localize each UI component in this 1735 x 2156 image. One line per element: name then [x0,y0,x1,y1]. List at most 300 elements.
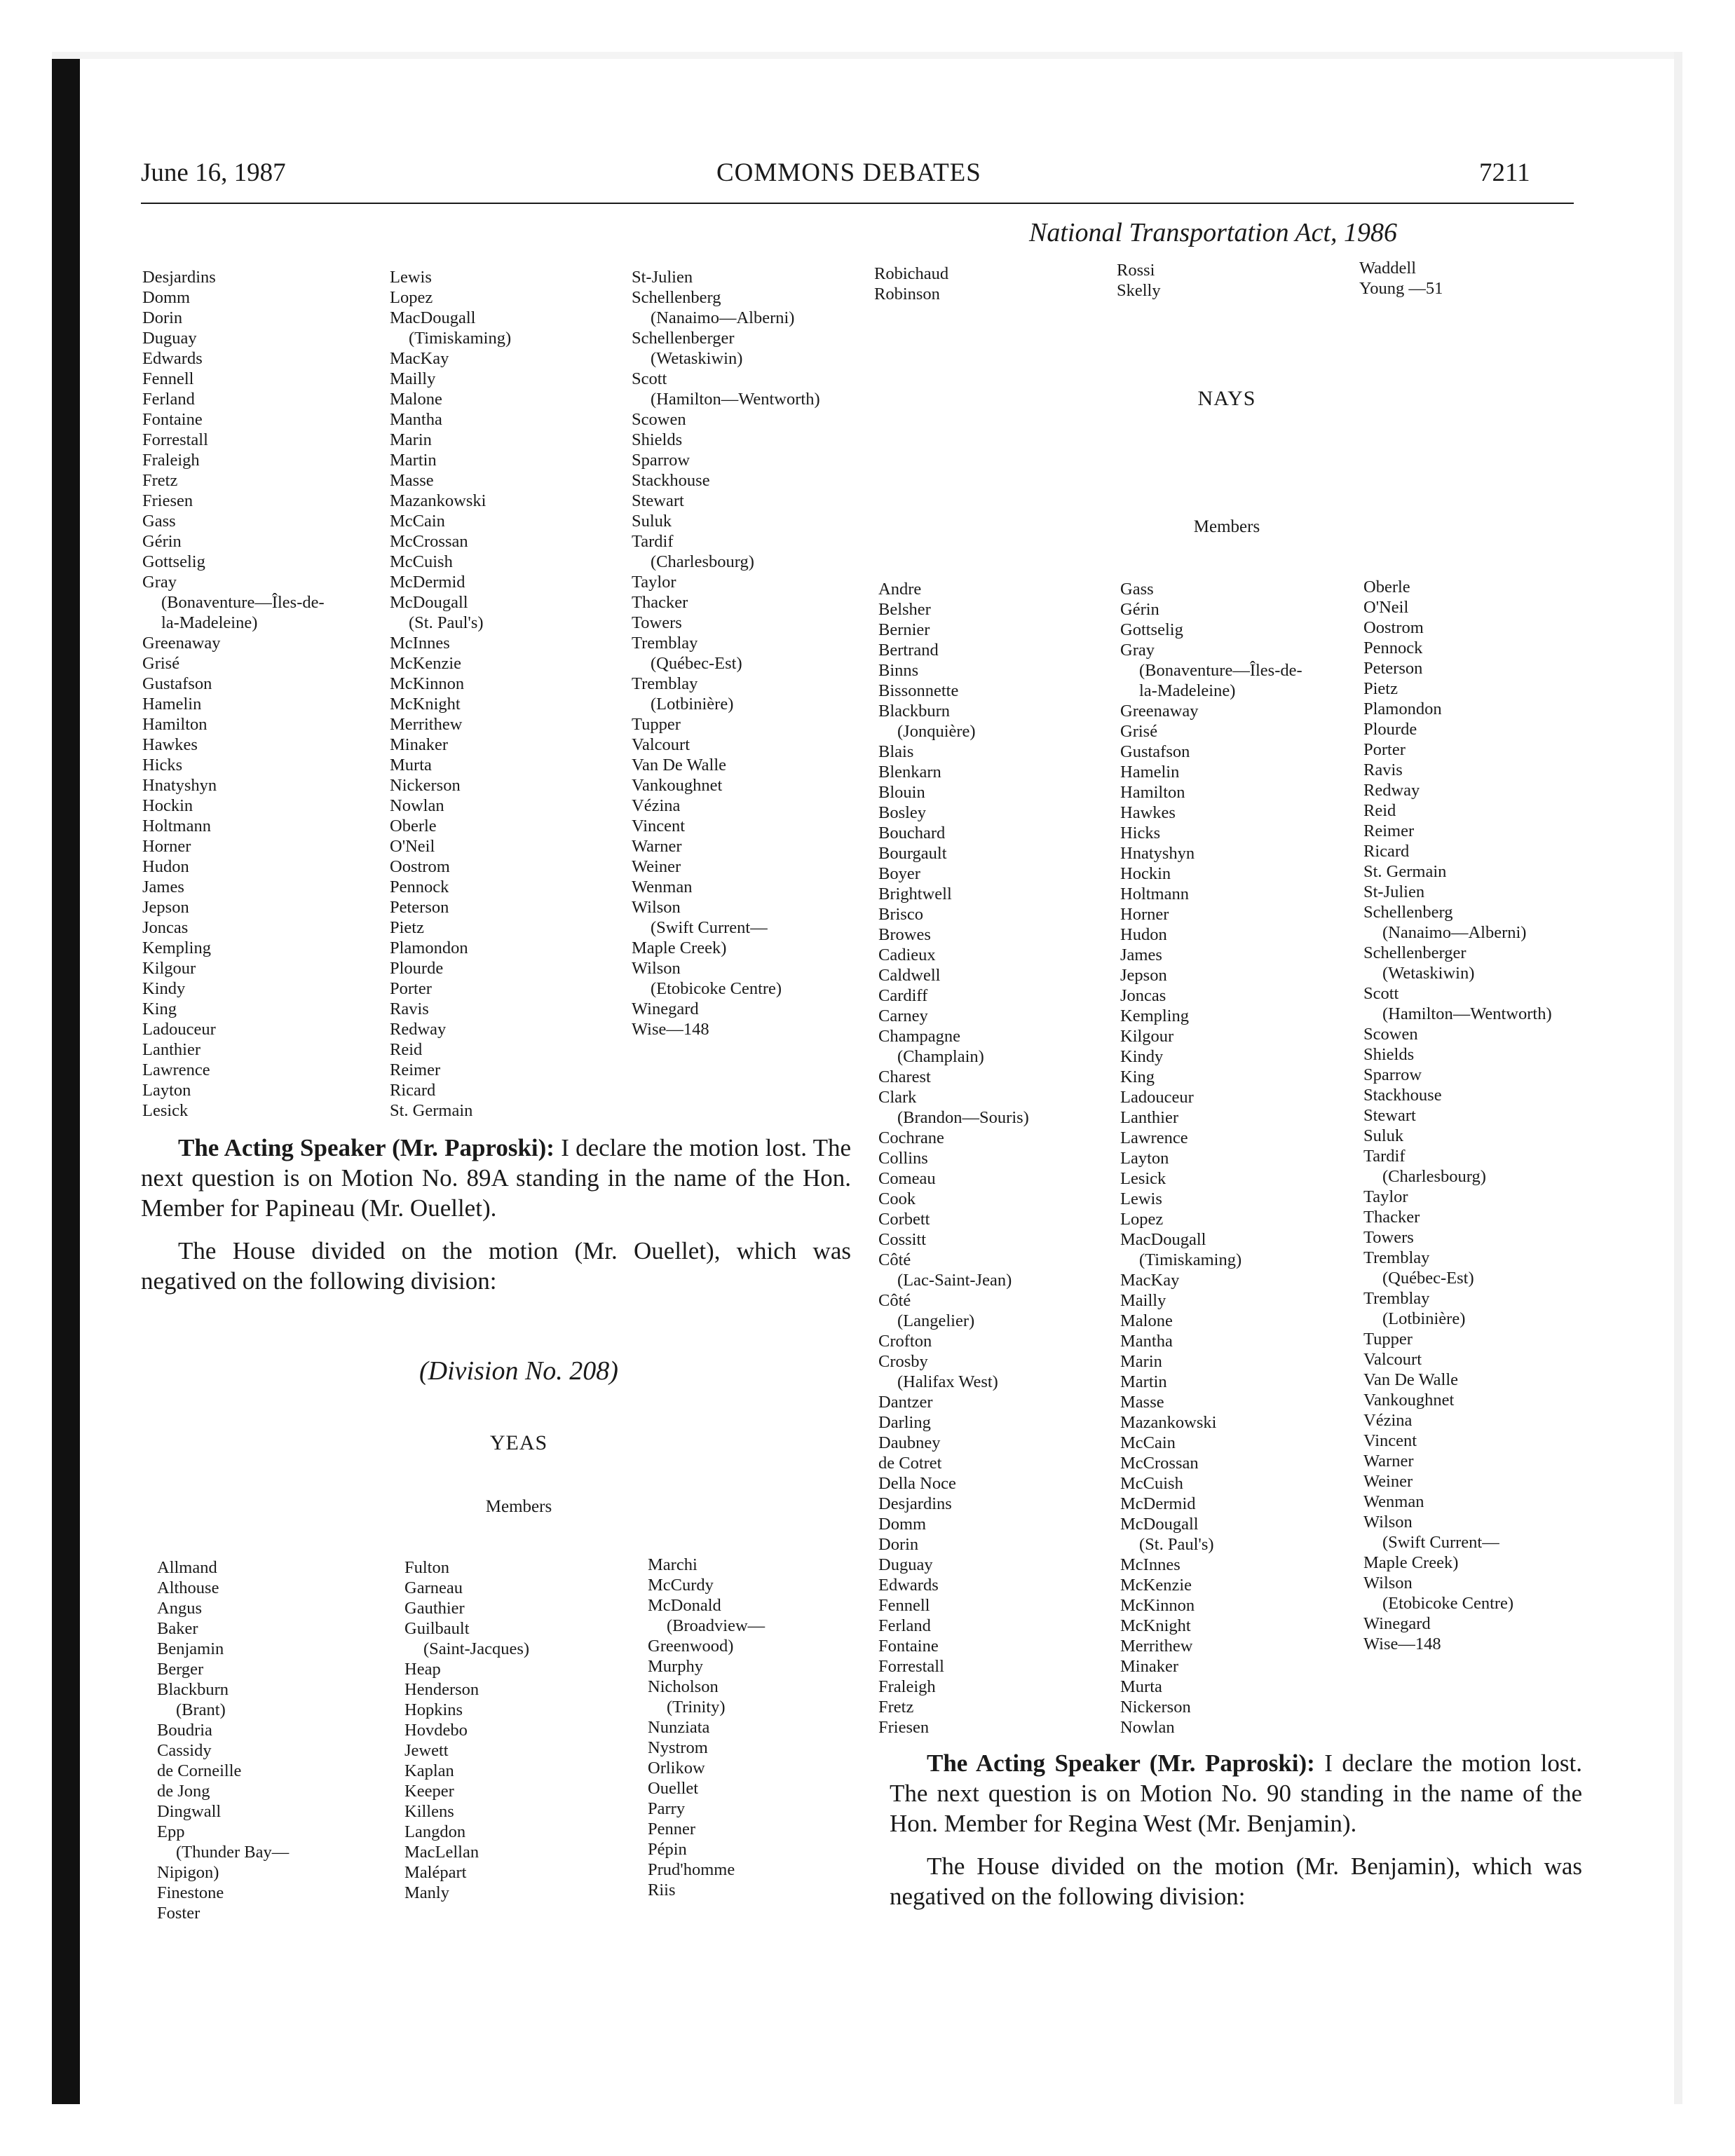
member-name: (Etobicoke Centre) [1382,1594,1514,1613]
member-name: de Corneille [157,1761,242,1780]
member-name: Ouellet [648,1779,699,1798]
member-name: Porter [1363,740,1406,759]
member-name: Crosby [878,1352,928,1371]
member-name: Friesen [878,1718,930,1737]
member-name: Malone [1120,1311,1173,1330]
member-name: Andre [878,580,922,599]
member-name: Ferland [142,390,195,409]
member-name: McKnight [390,695,461,714]
member-name: (Swift Current— [1382,1533,1499,1552]
member-name: McDougall [1120,1515,1199,1534]
member-name: Vincent [632,817,686,835]
member-name: Gauthier [404,1599,465,1618]
member-name: Sparrow [632,451,690,470]
member-name: Jewett [404,1741,449,1760]
member-name: Edwards [878,1576,939,1595]
member-name: Tardif [632,532,674,551]
member-name: Robichaud [874,264,949,283]
member-name: Murphy [648,1657,703,1676]
member-name: Gass [1120,580,1154,599]
member-name: O'Neil [1363,598,1409,617]
member-name: Cadieux [878,946,936,964]
yeas-207-column-4 [874,264,948,304]
member-name: (Halifax West) [897,1372,998,1391]
member-name: Tremblay [632,634,698,653]
member-name: Blouin [878,783,925,802]
member-name: Hockin [142,796,193,815]
member-name: O'Neil [390,837,435,856]
member-name: Kaplan [404,1761,454,1780]
member-name: Hopkins [404,1700,463,1719]
member-name: (Timiskaming) [409,329,512,348]
member-name: Ricard [1363,842,1410,861]
member-name: Van De Walle [1363,1370,1459,1389]
member-name: St. Germain [390,1101,473,1120]
member-name: (St. Paul's) [409,613,484,632]
member-name: Schellenberg [1363,903,1453,922]
nays-column-1 [878,579,1029,1738]
member-name: Killens [404,1802,454,1821]
member-name: (Nanaimo—Alberni) [651,308,795,327]
member-name: Stewart [1363,1106,1416,1125]
member-name: Malépart [404,1863,467,1882]
member-name: la-Madeleine) [161,613,258,632]
member-name: McKinnon [1120,1596,1195,1615]
member-name: Nipigon) [157,1863,219,1882]
member-name: MacDougall [390,308,476,327]
member-name: Cardiff [878,986,928,1005]
member-name: Riis [648,1881,676,1899]
member-name: MacKay [1120,1271,1180,1290]
member-name: (Lotbinière) [1382,1309,1466,1328]
member-name: McCain [390,512,445,531]
member-name: Oberle [1363,578,1410,596]
member-name: McCrossan [390,532,468,551]
member-name: Thacker [632,593,688,612]
member-name: Layton [1120,1149,1169,1168]
member-name: (Etobicoke Centre) [651,979,782,998]
member-name: Winegard [632,999,699,1018]
member-name: Scott [1363,984,1399,1003]
member-name: Hamelin [142,695,202,714]
paragraph-text: I declare the motion lost. The next question is on Motion No. 89A standing in the name of the Hon. Member for Papineau (Mr. Ouellet). [141,1134,851,1222]
member-name: Baker [157,1619,198,1638]
paragraph-text: The House divided on the motion (Mr. Benjamin), which was negatived on the following division: [890,1853,1582,1910]
member-name: (Bonaventure—Îles-de- [1139,661,1302,680]
member-name: Weiner [632,857,681,876]
member-name: McDermid [390,573,465,592]
header-rule [141,203,1574,204]
member-name: Keeper [404,1782,454,1801]
member-name: King [142,999,177,1018]
member-name: Oostrom [390,857,450,876]
member-name: Tupper [632,715,681,734]
member-name: Schellenberger [632,329,735,348]
member-name: Caldwell [878,966,941,985]
member-name: Edwards [142,349,203,368]
yeas-207-column-5 [1117,260,1161,301]
member-name: Marin [1120,1352,1162,1371]
member-name: Domm [142,288,191,307]
member-name: Mantha [1120,1332,1173,1351]
member-name: Garneau [404,1578,463,1597]
member-name: Bourgault [878,844,947,863]
member-name: McDermid [1120,1494,1196,1513]
member-name: de Jong [157,1782,210,1801]
member-name: Reid [390,1040,423,1059]
member-name: Brisco [878,905,923,924]
member-name: Bosley [878,803,927,822]
member-name: Minaker [390,735,448,754]
member-name: Weiner [1363,1472,1413,1491]
yeas-208-column-3 [648,1555,765,1900]
member-name: Lewis [390,268,432,287]
member-name: Stewart [632,491,684,510]
member-name: Lanthier [1120,1108,1178,1127]
member-name: Browes [878,925,931,944]
member-name: St-Julien [1363,882,1425,901]
member-name: Lawrence [142,1060,210,1079]
member-name: Parry [648,1799,686,1818]
member-name: Tremblay [1363,1289,1430,1308]
member-name: Lawrence [1120,1128,1188,1147]
member-name: Gustafson [142,674,212,693]
member-name: Maple Creek) [632,939,727,957]
member-name: Merrithew [1120,1637,1193,1656]
yeas-208-column-2 [404,1557,529,1903]
member-name: Ravis [390,999,429,1018]
member-name: Boyer [878,864,920,883]
member-name: (Wetaskiwin) [1382,964,1475,983]
member-name: Gottselig [1120,620,1183,639]
member-name: Kilgour [1120,1027,1174,1046]
member-name: Dorin [142,308,183,327]
member-name: Plourde [1363,720,1417,739]
member-name: Jepson [1120,966,1167,985]
yeas-207-column-6 [1359,258,1443,299]
member-name: Grisé [142,654,180,673]
member-name: (Saint-Jacques) [423,1639,530,1658]
member-name: Mailly [390,369,436,388]
running-title: National Transportation Act, 1986 [1029,218,1398,247]
member-name: Duguay [142,329,197,348]
member-name: Horner [1120,905,1169,924]
member-name: Cossitt [878,1230,927,1249]
member-name: Jepson [142,898,189,917]
member-name: Berger [157,1660,204,1679]
member-name: Hockin [1120,864,1171,883]
member-name: Masse [1120,1393,1164,1412]
member-name: Greenwood) [648,1637,734,1656]
member-name: McKenzie [390,654,462,673]
member-name: (Lac-Saint-Jean) [897,1271,1012,1290]
member-name: Skelly [1117,281,1161,300]
member-name: Warner [632,837,682,856]
member-name: Shields [632,430,683,449]
member-name: Nowlan [390,796,444,815]
member-name: Desjardins [878,1494,952,1513]
member-name: Reid [1363,801,1396,820]
member-name: Martin [1120,1372,1167,1391]
member-name: Warner [1363,1452,1414,1471]
speaker-paragraph-1 [141,1133,851,1223]
member-name: Wise—148 [1363,1635,1441,1653]
member-name: Fulton [404,1558,449,1577]
member-name: St-Julien [632,268,693,287]
member-name: Murta [1120,1677,1162,1696]
division-paragraph-1 [141,1236,851,1296]
member-name: (Champlain) [897,1047,984,1066]
member-name: McCurdy [648,1576,714,1595]
member-name: Nunziata [648,1718,710,1737]
member-name: Robinson [874,285,940,303]
member-name: (Broadview— [667,1616,766,1635]
member-name: (Bonaventure—Îles-de- [161,593,325,612]
member-name: Gray [1120,641,1155,660]
member-name: Reimer [1363,821,1415,840]
member-name: Duguay [878,1555,933,1574]
member-name: de Cotret [878,1454,942,1473]
member-name: Porter [390,979,432,998]
member-name: Hnatyshyn [142,776,217,795]
member-name: Hamilton [1120,783,1185,802]
member-name: Nystrom [648,1738,708,1757]
member-name: McInnes [1120,1555,1181,1574]
member-name: Pennock [390,878,449,896]
member-name: Rossi [1117,261,1155,280]
member-name: Ferland [878,1616,931,1635]
division-208-heading: (Division No. 208) [419,1356,618,1386]
yeas-208-column-1 [157,1557,289,1923]
scan-right-edge [1674,52,1682,2104]
member-name: Kempling [142,939,211,957]
nays-members-subheading: Members [1193,517,1260,536]
member-name: (Thunder Bay— [176,1843,290,1862]
nays-heading: NAYS [1197,387,1256,410]
member-name: Thacker [1363,1208,1420,1227]
member-name: Tremblay [632,674,698,693]
member-name: St. Germain [1363,862,1447,881]
member-name: Dantzer [878,1393,933,1412]
member-name: Comeau [878,1169,936,1188]
member-name: Hudon [1120,925,1167,944]
member-name: Kilgour [142,959,196,978]
member-name: (Hamilton—Wentworth) [1382,1004,1552,1023]
member-name: Champagne [878,1027,961,1046]
member-name: Nicholson [648,1677,719,1696]
member-name: Wenman [632,878,693,896]
member-name: Valcourt [1363,1350,1422,1369]
member-name: Forrestall [878,1657,944,1676]
member-name: McCuish [390,552,453,571]
member-name: Winegard [1363,1614,1431,1633]
member-name: Cochrane [878,1128,944,1147]
member-name: Maple Creek) [1363,1553,1459,1572]
member-name: Binns [878,661,919,680]
member-name: Boudria [157,1721,212,1740]
member-name: Vankoughnet [1363,1391,1455,1410]
member-name: Bertrand [878,641,939,660]
member-name: Epp [157,1822,185,1841]
member-name: Allmand [157,1558,217,1577]
member-name: McDougall [390,593,468,612]
member-name: Hudon [142,857,189,876]
member-name: Prud'homme [648,1860,735,1879]
member-name: Pietz [390,918,424,937]
member-name: la-Madeleine) [1139,681,1236,700]
nays-column-3 [1363,577,1552,1654]
member-name: Carney [878,1007,928,1025]
member-name: Orlikow [648,1759,705,1778]
member-name: Grisé [1120,722,1158,741]
member-name: Peterson [390,898,449,917]
member-name: Scowen [632,410,686,429]
member-name: Tardif [1363,1147,1406,1166]
member-name: (Nanaimo—Alberni) [1382,923,1527,942]
member-name: Scott [632,369,667,388]
member-name: Martin [390,451,437,470]
speaker-name: The Acting Speaker (Mr. Paproski): [927,1749,1315,1777]
member-name: Mazankowski [390,491,487,510]
header-page-number: 7211 [1479,158,1530,187]
member-name: Brightwell [878,885,952,903]
member-name: Kindy [1120,1047,1164,1066]
member-name: Blenkarn [878,763,941,782]
member-name: Fretz [142,471,178,490]
member-name: Henderson [404,1680,479,1699]
member-name: Ravis [1363,760,1403,779]
member-name: Joncas [142,918,189,937]
member-name: Merrithew [390,715,463,734]
member-name: Daubney [878,1433,941,1452]
member-name: Corbett [878,1210,930,1229]
member-name: Joncas [1120,986,1166,1005]
member-name: MacKay [390,349,449,368]
member-name: Pietz [1363,679,1398,698]
member-name: Benjamin [157,1639,224,1658]
member-name: Nickerson [390,776,461,795]
member-name: MacLellan [404,1843,479,1862]
member-name: Angus [157,1599,202,1618]
member-name: Fontaine [878,1637,939,1656]
member-name: Côté [878,1291,911,1310]
member-name: Layton [142,1081,191,1100]
member-name: Lesick [142,1101,189,1120]
member-name: Bouchard [878,824,946,842]
member-name: Manly [404,1883,449,1902]
member-name: (Trinity) [667,1698,726,1717]
member-name: James [1120,946,1162,964]
member-name: McInnes [390,634,450,653]
member-name: (Jonquière) [897,722,976,741]
member-name: Althouse [157,1578,219,1597]
member-name: Lewis [1120,1189,1162,1208]
member-name: Gass [142,512,176,531]
member-name: Hnatyshyn [1120,844,1195,863]
paragraph-text: The House divided on the motion (Mr. Ouellet), which was negatived on the following division: [141,1237,851,1295]
member-name: Horner [142,837,191,856]
member-name: Marin [390,430,432,449]
member-name: Gray [142,573,177,592]
member-name: Oostrom [1363,618,1424,637]
member-name: McKenzie [1120,1576,1192,1595]
member-name: Plamondon [1363,700,1442,718]
member-name: Hicks [142,756,183,775]
member-name: Towers [1363,1228,1414,1247]
member-name: Murta [390,756,432,775]
member-name: Reimer [390,1060,441,1079]
member-name: Scowen [1363,1025,1418,1044]
member-name: Langdon [404,1822,466,1841]
member-name: Della Noce [878,1474,956,1493]
member-name: Mazankowski [1120,1413,1217,1432]
member-name: (Hamilton—Wentworth) [651,390,820,409]
member-name: Stackhouse [1363,1086,1442,1105]
member-name: (Brandon—Souris) [897,1108,1029,1127]
member-name: Vankoughnet [632,776,723,795]
member-name: Redway [1363,781,1420,800]
member-name: (Langelier) [897,1311,975,1330]
member-name: Valcourt [632,735,690,754]
member-name: Gottselig [142,552,205,571]
yeas-207-column-2 [390,267,511,1121]
member-name: (Québec-Est) [1382,1269,1474,1288]
member-name: Taylor [1363,1187,1408,1206]
member-name: Hawkes [142,735,198,754]
member-name: Waddell [1359,259,1417,278]
member-name: Kindy [142,979,186,998]
member-name: James [142,878,184,896]
member-name: Wilson [1363,1574,1413,1592]
member-name: Fraleigh [878,1677,936,1696]
member-name: Young —51 [1359,279,1443,298]
member-name: Penner [648,1820,696,1838]
member-name: (Timiskaming) [1139,1250,1242,1269]
member-name: Greenaway [1120,702,1199,721]
member-name: Sparrow [1363,1065,1422,1084]
member-name: Van De Walle [632,756,727,775]
member-name: Guilbault [404,1619,470,1638]
member-name: (Québec-Est) [651,654,742,673]
member-name: Bernier [878,620,930,639]
member-name: McCrossan [1120,1454,1199,1473]
member-name: Oberle [390,817,437,835]
member-name: Shields [1363,1045,1415,1064]
member-name: Marchi [648,1555,698,1574]
member-name: Ricard [390,1081,436,1100]
member-name: Bissonnette [878,681,959,700]
member-name: (Brant) [176,1700,226,1719]
member-name: Pépin [648,1840,687,1859]
member-name: Hawkes [1120,803,1176,822]
member-name: Taylor [632,573,676,592]
member-name: Gérin [142,532,182,551]
member-name: Nickerson [1120,1698,1191,1717]
yeas-207-column-1 [142,267,325,1121]
member-name: (St. Paul's) [1139,1535,1214,1554]
member-name: Ladouceur [142,1020,216,1039]
member-name: Tupper [1363,1330,1413,1349]
member-name: (Charlesbourg) [651,552,754,571]
member-name: Peterson [1363,659,1423,678]
member-name: Friesen [142,491,193,510]
member-name: Domm [878,1515,927,1534]
header-date: June 16, 1987 [141,158,286,187]
member-name: Desjardins [142,268,216,287]
member-name: Finestone [157,1883,224,1902]
member-name: (Wetaskiwin) [651,349,743,368]
member-name: Pennock [1363,639,1423,657]
